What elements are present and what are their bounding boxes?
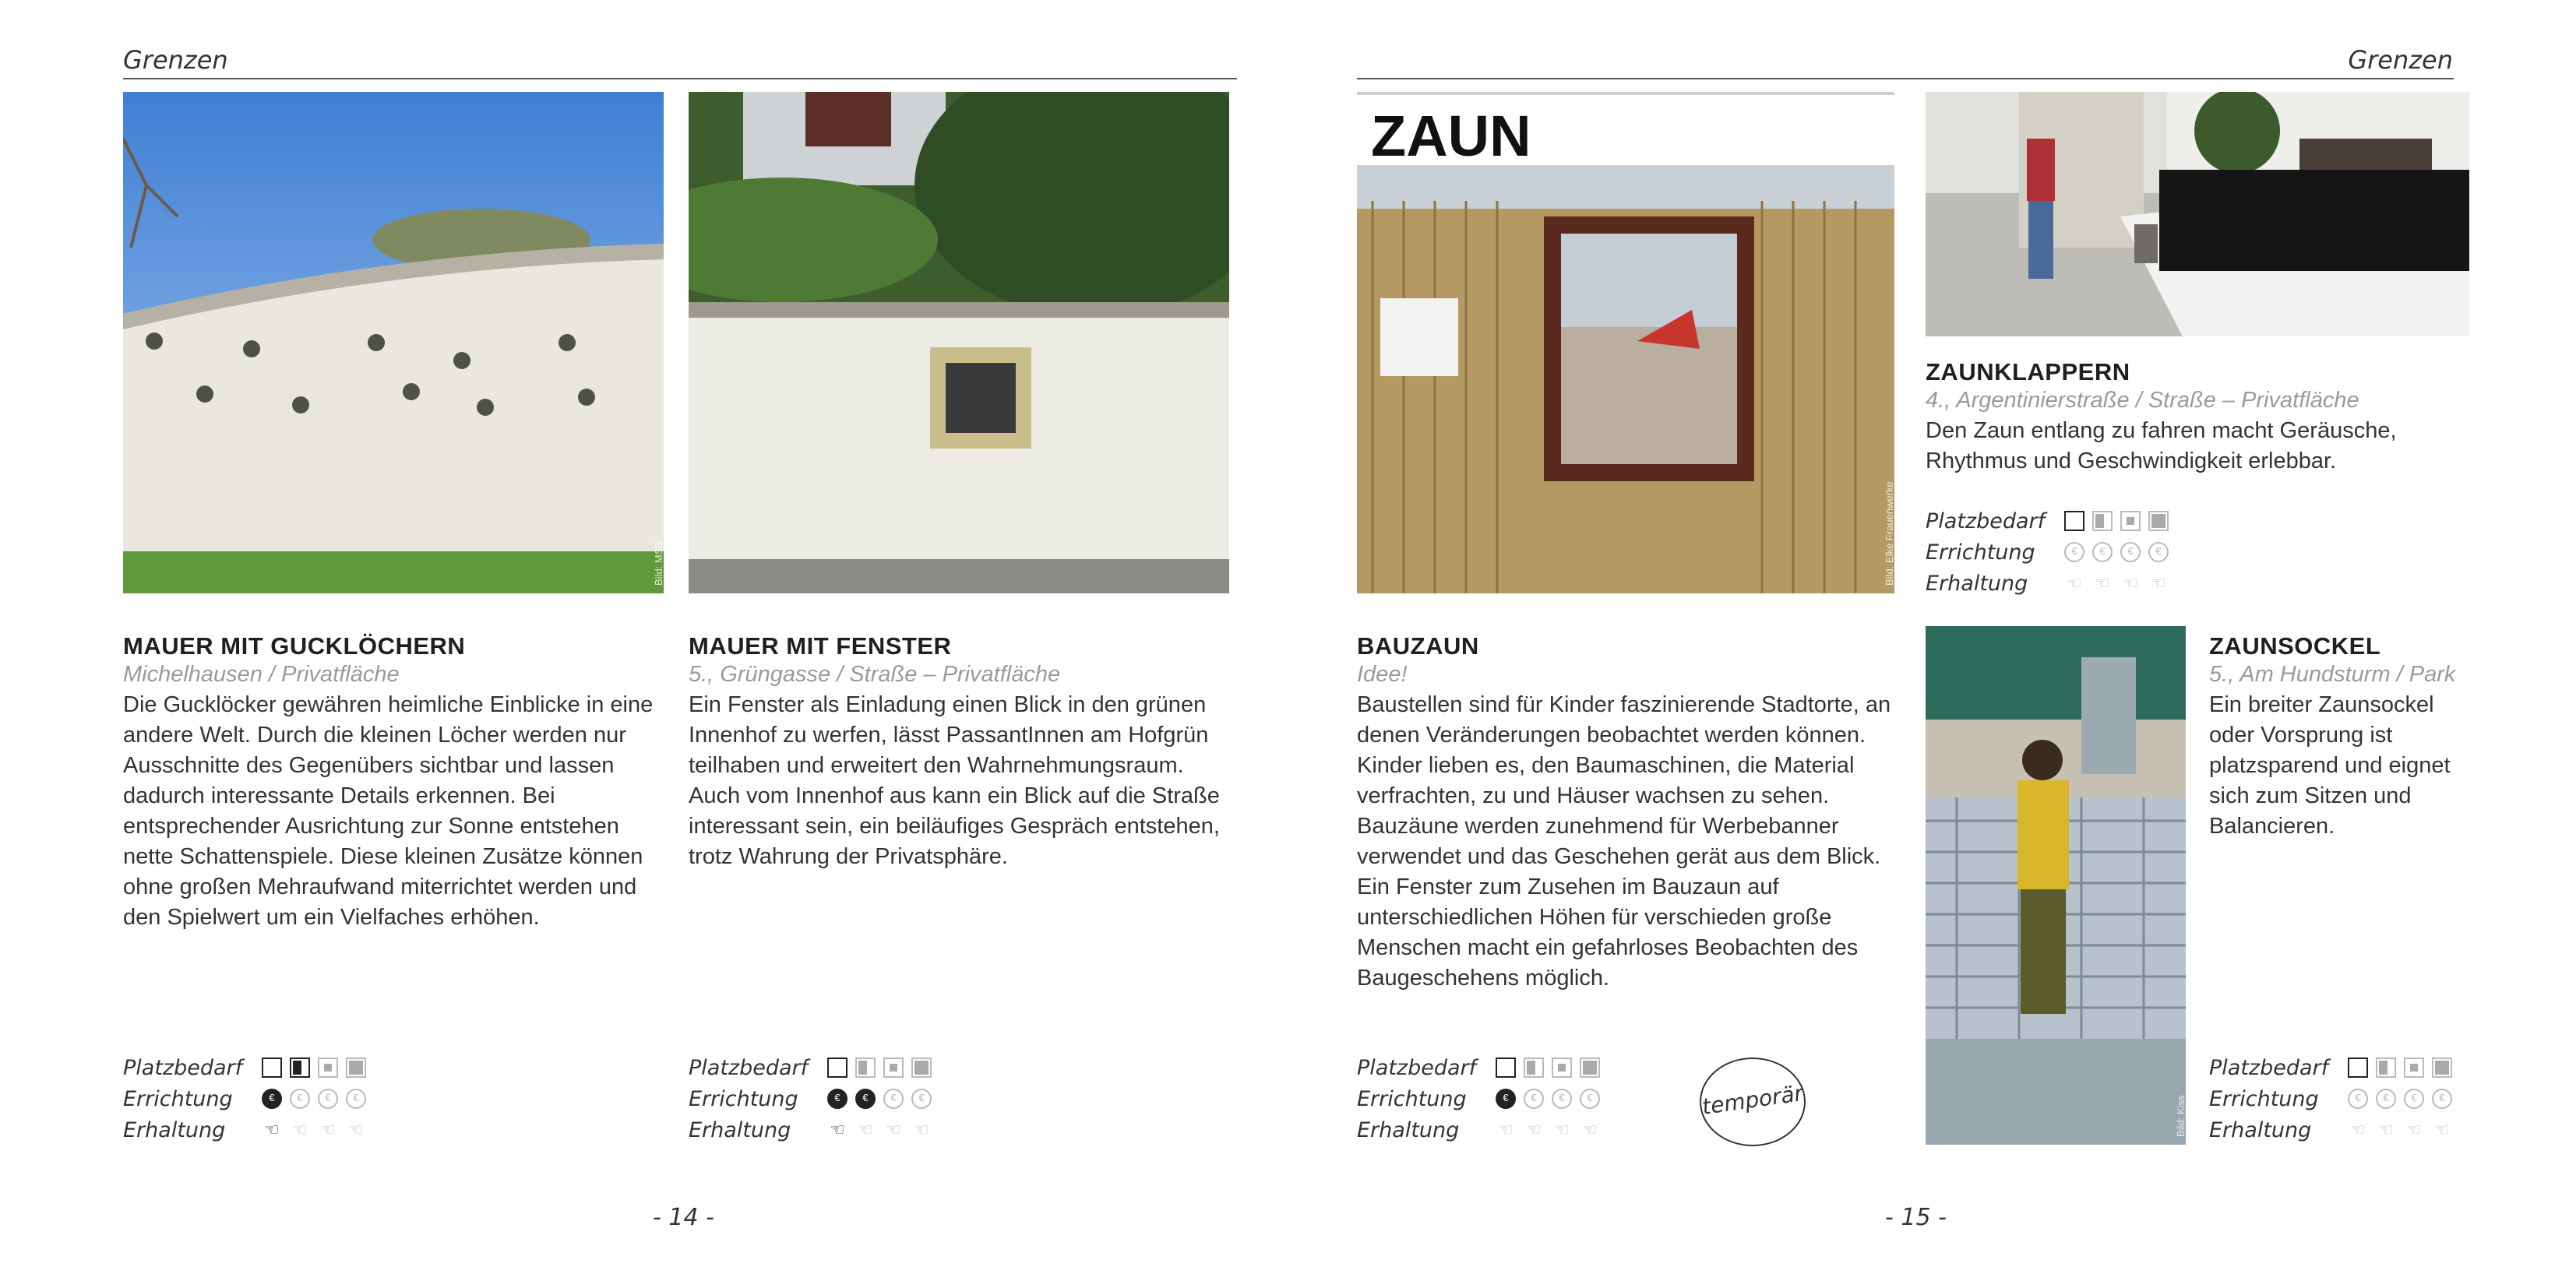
entry-title-3: BAUZAUN [1357, 632, 1479, 660]
temporary-stamp [1700, 1057, 1806, 1146]
euro-coin-icon: € [1552, 1089, 1572, 1109]
entry-title-4: ZAUNKLAPPERN [1926, 358, 2130, 385]
rating-icons-space [262, 1057, 366, 1078]
space-level-fill [2095, 514, 2104, 528]
rating-2 [689, 1056, 969, 1149]
hand-icon: ☜ [858, 1120, 873, 1139]
photo-zaunklappern [1926, 92, 2469, 336]
space-level-fill [1558, 1064, 1566, 1072]
space-level-icon [2120, 511, 2141, 531]
rating-icons-maintain [827, 1120, 932, 1140]
rating-icons-maintain [1496, 1120, 1600, 1140]
space-level-icon [1524, 1057, 1544, 1078]
hand-icon: ☜ [2067, 573, 2082, 593]
entry-location-1: Michelhausen / Privatfläche [123, 662, 400, 687]
header-rule-left [123, 78, 1237, 79]
euro-coin-icon: € [2120, 542, 2141, 562]
rating-icons-build [1496, 1089, 1600, 1109]
space-level-fill [890, 1064, 897, 1072]
space-level-icon [1580, 1057, 1600, 1078]
photo-credit-3: Bild: Elke Frauenwerke [1884, 481, 1895, 586]
rating-label-space: Platzbedarf [2209, 1056, 2329, 1080]
hand-icon: ☜ [2151, 573, 2166, 593]
photo-credit-5: Bild: Kiss [2175, 1095, 2187, 1137]
hand-icon: ☜ [1582, 1120, 1598, 1139]
rating-label-build: Errichtung [1357, 1087, 1467, 1111]
rating-icons-space [1496, 1057, 1600, 1078]
rating-icons-build [2348, 1089, 2452, 1109]
rating-label-space: Platzbedarf [123, 1056, 243, 1080]
space-level-fill [914, 1061, 929, 1075]
rating-label-space: Platzbedarf [689, 1056, 809, 1080]
rating-1 [123, 1056, 403, 1149]
header-rule-right [1357, 78, 2454, 79]
euro-coin-icon: € [911, 1089, 932, 1109]
rating-icons-space [2064, 511, 2169, 531]
running-header-right: Grenzen [2348, 45, 2453, 75]
euro-coin-icon: € [2348, 1089, 2368, 1109]
euro-coin-icon: € [1580, 1089, 1600, 1109]
entry-title-1: MAUER MIT GUCKLÖCHERN [123, 632, 466, 660]
rating-label-space: Platzbedarf [1926, 509, 2046, 533]
hand-icon: ☜ [886, 1120, 901, 1139]
entry-location-2: 5., Grüngasse / Straße – Privatfläche [689, 662, 1061, 687]
rating-label-build: Errichtung [689, 1087, 798, 1111]
space-level-icon [2064, 511, 2084, 531]
space-level-icon [2092, 511, 2113, 531]
entry-location-5: 5., Am Hundsturm / Park [2209, 662, 2456, 687]
space-level-fill [324, 1064, 332, 1072]
entry-text-5: Ein breiter Zaunsockel oder Vorsprung ist platzsparend und eignet sich zum Sitzen und Balancieren. [2209, 692, 2451, 839]
hand-icon: ☜ [264, 1120, 280, 1139]
hand-icon: ☜ [2378, 1120, 2394, 1139]
space-level-icon [2432, 1057, 2452, 1078]
entry-title-5: ZAUNSOCKEL [2209, 632, 2381, 660]
space-level-icon [1496, 1057, 1516, 1078]
rating-icons-build [2064, 542, 2169, 562]
rating-label-maintain: Erhaltung [689, 1118, 791, 1142]
photo-zaunsockel [1926, 626, 2186, 1145]
entry-location-3: Idee! [1357, 662, 1408, 687]
space-level-fill [2410, 1064, 2418, 1072]
section-banner [1357, 95, 1894, 168]
euro-coin-icon: € [827, 1089, 848, 1109]
hand-icon: ☜ [914, 1120, 929, 1139]
space-level-icon [911, 1057, 932, 1078]
space-level-fill [2435, 1061, 2449, 1075]
space-level-fill [858, 1061, 867, 1075]
rating-icons-space [827, 1057, 932, 1078]
hand-icon: ☜ [2434, 1120, 2450, 1139]
photo-credit-1: Bild: MSS [653, 540, 664, 586]
euro-coin-icon: € [346, 1089, 366, 1109]
rating-label-maintain: Erhaltung [123, 1118, 226, 1142]
space-level-fill [2127, 517, 2134, 525]
euro-coin-icon: € [1524, 1089, 1544, 1109]
euro-coin-icon: € [1496, 1089, 1516, 1109]
space-level-fill [2379, 1061, 2387, 1075]
euro-coin-icon: € [855, 1089, 876, 1109]
space-level-fill [293, 1061, 301, 1075]
rating-icons-maintain [2064, 573, 2169, 593]
rating-icons-build [827, 1089, 932, 1109]
rating-4 [1926, 509, 2206, 603]
euro-coin-icon: € [2376, 1089, 2396, 1109]
space-level-fill [2151, 514, 2165, 528]
euro-coin-icon: € [290, 1089, 310, 1109]
section-banner-text: ZAUN [1371, 104, 1531, 168]
hand-icon: ☜ [2406, 1120, 2422, 1139]
page-number-right: - 15 - [1885, 1204, 1947, 1231]
rating-icons-space [2348, 1057, 2452, 1078]
space-level-icon [2404, 1057, 2424, 1078]
space-level-icon [2348, 1057, 2368, 1078]
hand-icon: ☜ [1554, 1120, 1570, 1139]
hand-icon: ☜ [2095, 573, 2110, 593]
hand-icon: ☜ [2123, 573, 2138, 593]
rating-label-maintain: Erhaltung [1926, 572, 2028, 596]
euro-coin-icon: € [262, 1089, 282, 1109]
temporary-stamp-text: temporär [1700, 1080, 1805, 1120]
space-level-icon [290, 1057, 310, 1078]
space-level-fill [349, 1061, 363, 1075]
hand-icon: ☜ [320, 1120, 336, 1139]
entry-text-1: Die Gucklöcker gewähren heimliche Einblicke in eine andere Welt. Durch die kleinen Löcher werden nur Ausschnitte des Gegenübers sichtbar und lassen dadurch interessante Details erkennen. Bei entsprechender Ausrichtung zur Sonne entstehen nette Schattenspiele. Diese kleinen Zusätze können ohne großen Mehraufwand miterrichtet werden und den Spielwert um ein Vielfaches erhöhen. [123, 692, 654, 930]
euro-coin-icon: € [2432, 1089, 2452, 1109]
space-level-icon [883, 1057, 904, 1078]
rating-label-maintain: Erhaltung [1357, 1118, 1460, 1142]
space-level-fill [1583, 1061, 1597, 1075]
euro-coin-icon: € [2404, 1089, 2424, 1109]
rating-label-space: Platzbedarf [1357, 1056, 1477, 1080]
rating-3 [1357, 1056, 1637, 1149]
space-level-icon [2148, 511, 2169, 531]
rating-label-build: Errichtung [123, 1087, 233, 1111]
hand-icon: ☜ [2350, 1120, 2366, 1139]
entry-text-3: Baustellen sind für Kinder faszinierende Stadtorte, an denen Veränderungen beobachtet werden können. Kinder lieben es, den Baumaschinen, die Material verfrachten, zu und Häuser wachsen zu sehen. Bauzäune werden zunehmend für Werbebanner verwendet und das Geschehen gerät aus dem Blick. Ein Fenster zum Zusehen im Bauzaun auf unterschiedlichen Höhen für verschieden große Menschen macht ein gefahrloses Beobachten des Baugeschehens möglich. [1357, 692, 1891, 991]
hand-icon: ☜ [830, 1120, 845, 1139]
euro-coin-icon: € [2064, 542, 2084, 562]
space-level-icon [1552, 1057, 1572, 1078]
hand-icon: ☜ [348, 1120, 364, 1139]
rating-icons-maintain [262, 1120, 366, 1140]
entry-title-2: MAUER MIT FENSTER [689, 632, 952, 660]
photo-mauer-gucklocher [123, 92, 664, 593]
rating-label-build: Errichtung [1926, 540, 2035, 565]
rating-icons-build [262, 1089, 366, 1109]
euro-coin-icon: € [2092, 542, 2113, 562]
space-level-icon [346, 1057, 366, 1078]
euro-coin-icon: € [883, 1089, 904, 1109]
space-level-fill [1527, 1061, 1535, 1075]
space-level-icon [2376, 1057, 2396, 1078]
space-level-icon [318, 1057, 338, 1078]
entry-text-4: Den Zaun entlang zu fahren macht Geräusche, Rhythmus und Geschwindigkeit erlebbar. [1926, 418, 2397, 473]
rating-icons-maintain [2348, 1120, 2452, 1140]
hand-icon: ☜ [292, 1120, 308, 1139]
page-number-left: - 14 - [653, 1204, 714, 1231]
photo-mauer-fenster [689, 92, 1229, 593]
space-level-icon [262, 1057, 282, 1078]
rating-label-maintain: Erhaltung [2209, 1118, 2312, 1142]
hand-icon: ☜ [1526, 1120, 1542, 1139]
running-header-left: Grenzen [123, 45, 228, 75]
space-level-icon [827, 1057, 848, 1078]
entry-location-4: 4., Argentinierstraße / Straße – Privatfläche [1926, 388, 2359, 413]
space-level-icon [855, 1057, 876, 1078]
rating-5 [2209, 1056, 2490, 1149]
euro-coin-icon: € [318, 1089, 338, 1109]
rating-label-build: Errichtung [2209, 1087, 2319, 1111]
hand-icon: ☜ [1498, 1120, 1514, 1139]
euro-coin-icon: € [2148, 542, 2169, 562]
entry-text-2: Ein Fenster als Einladung einen Blick in den grünen Innenhof zu werfen, lässt PassantInnen am Hofgrün teilhaben und erweitert den Wahrnehmungsraum. Auch vom Innenhof aus kann ein Blick auf die Straße interessant sein, ein beiläufiges Gespräch entstehen, trotz Wahrung der Privatsphäre. [689, 692, 1220, 869]
